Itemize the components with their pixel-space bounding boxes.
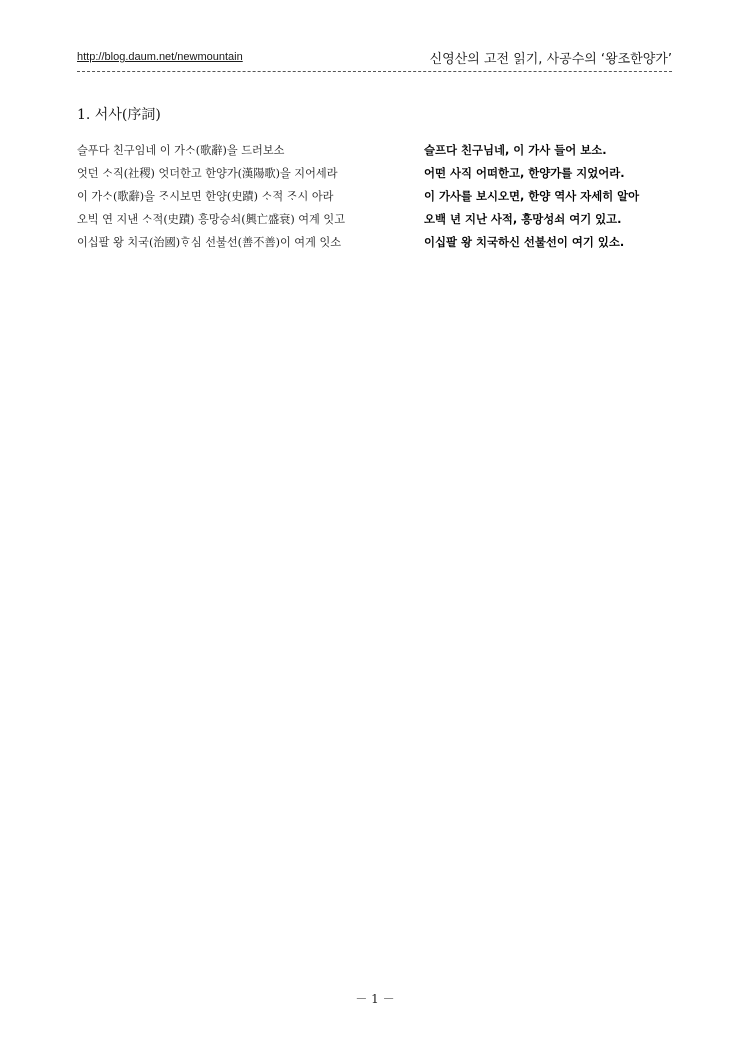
original-line: 오빅 연 지낸 ᄉᆞ적(史蹟) 흥망승쇠(興亡盛衰) 여계 잇고 <box>77 213 346 226</box>
original-text-column <box>77 139 407 254</box>
original-line: 슬푸다 친구임네 이 가ᄉᆞ(歌辭)을 드러보소 <box>77 144 285 157</box>
modern-translation-column <box>424 139 684 254</box>
original-line: 이십팔 왕 치국(治國)ᄒᆞ심 선불선(善不善)이 여게 잇소 <box>77 236 342 249</box>
original-line: 엇던 ᄉᆞ직(社稷) 엇더한고 한양가(漢陽歌)을 지어세라 <box>77 167 338 180</box>
page-header <box>77 48 672 72</box>
modern-line: 어떤 사직 어떠한고, 한양가를 지었어라. <box>424 166 625 180</box>
modern-line: 이 가사를 보시오면, 한양 역사 자세히 알아 <box>424 189 640 203</box>
blog-url-link[interactable]: http://blog.daum.net/newmountain <box>77 51 243 63</box>
modern-line: 오백 년 지난 사적, 흥망성쇠 여기 있고. <box>424 212 622 226</box>
original-line: 이 가ᄉᆞ(歌辭)을 ᄌᆞ시보면 한양(史蹟) ᄉᆞ적 ᄌᆞ시 아라 <box>77 190 334 203</box>
page-number: － 1 － <box>355 992 395 1006</box>
modern-line: 이십팔 왕 치국하신 선불선이 여기 있소. <box>424 235 625 249</box>
header-divider <box>77 71 672 72</box>
modern-line: 슬프다 친구님네, 이 가사 들어 보소. <box>424 143 607 157</box>
section-heading: 1. 서사(序詞) <box>77 107 161 123</box>
document-title: 신영산의 고전 읽기, 사공수의 ‘왕조한양가’ <box>429 52 672 67</box>
